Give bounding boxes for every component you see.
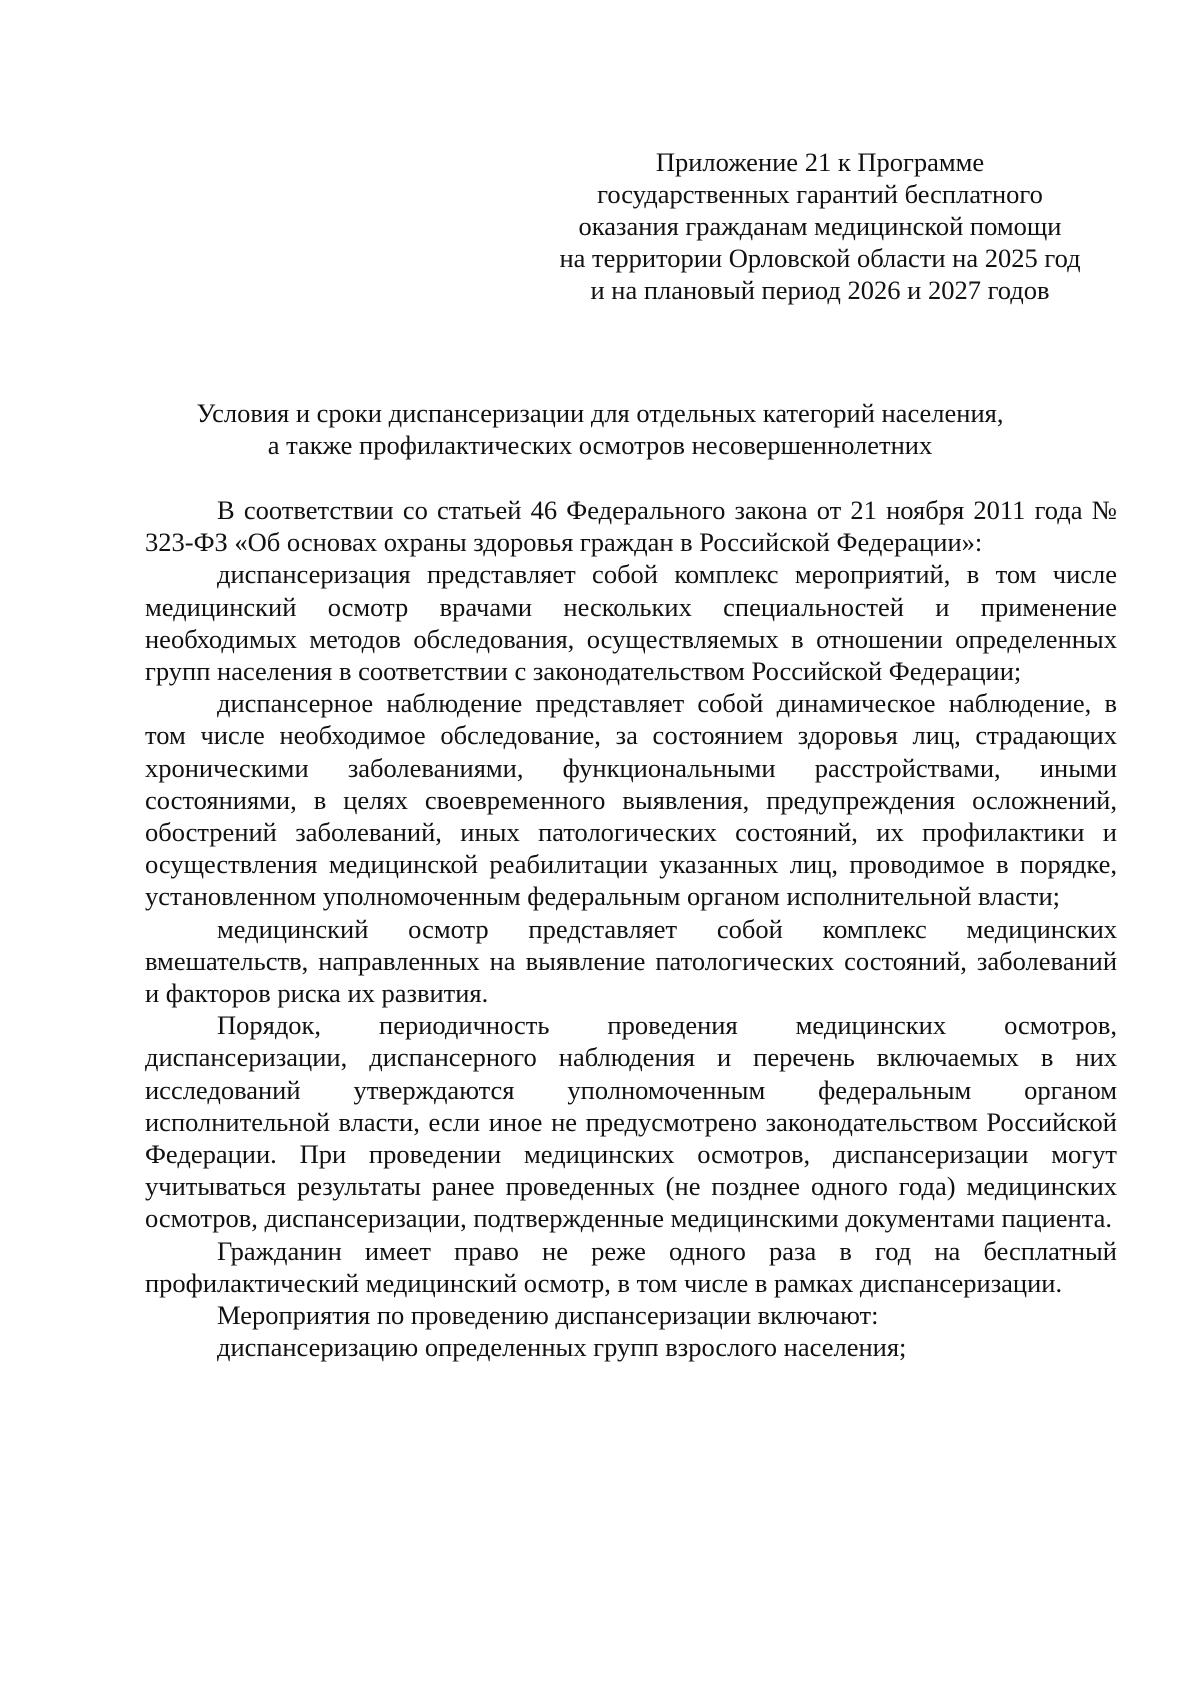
appendix-line: на территории Орловской области на 2025 год — [559, 243, 1081, 273]
title-line: Условия и сроки диспансеризации для отдельных категорий населения, — [196, 398, 1004, 428]
paragraph-observation-definition: диспансерное наблюдение представляет собой динамическое наблюдение, в том числе необходимое обследование, за состоянием здоровья лиц, страдающих хроническими заболеваниями, функциональными расстройствами, иными состояниями, в целях своевременного выявления, предупреждения осложнений, обострений заболеваний, иных патологических состояний, их профилактики и осуществления медицинской реабилитации указанных лиц, проводимое в порядке, установленном уполномоченным федеральным органом исполнительной власти; — [145, 688, 1117, 912]
paragraph-adult-groups: диспансеризацию определенных групп взрослого населения; — [217, 1332, 907, 1363]
title-line: а также профилактических осмотров несовершеннолетних — [267, 430, 933, 460]
paragraph-medical-exam-definition: медицинский осмотр представляет собой комплекс медицинских вмешательств, направленных на выявление патологических состояний, заболеваний и факторов риска их развития. — [145, 913, 1117, 1009]
appendix-line: государственных гарантий бесплатного — [597, 179, 1043, 209]
appendix-line: оказания гражданам медицинской помощи — [578, 211, 1062, 241]
paragraph-law-reference: В соответствии со статьей 46 Федерального закона от 21 ноября 2011 года № 323-ФЗ «Об основах охраны здоровья граждан в Российской Федерации»: — [145, 495, 1117, 558]
document-body — [145, 494, 1117, 1363]
paragraph-dispanserization-definition: диспансеризация представляет собой комплекс мероприятий, в том числе медицинский осмотр врачами нескольких специальностей и применение необходимых методов обследования, осуществляемых в отношении определенных групп населения в соответствии с законодательством Российской Федерации; — [145, 559, 1117, 687]
paragraph-citizen-right: Гражданин имеет право не реже одного раза в год на бесплатный профилактический медицинский осмотр, в том числе в рамках диспансеризации. — [145, 1235, 1117, 1298]
appendix-line: Приложение 21 к Программе — [655, 147, 985, 177]
paragraph-procedure: Порядок, периодичность проведения медицинских осмотров, диспансеризации, диспансерного наблюдения и перечень включаемых в них исследований утверждаются уполномоченным федеральным органом исполнительной власти, если иное не предусмотрено законодательством Российской Федерации. При проведении медицинских осмотров, диспансеризации могут учитываться результаты ранее проведенных (не позднее одного года) медицинских осмотров, диспансеризации, подтвержденные медицинскими документами пациента. — [145, 1010, 1117, 1234]
appendix-line: и на плановый период 2026 и 2027 годов — [590, 275, 1050, 305]
document-title — [140, 397, 1060, 461]
appendix-header — [530, 146, 1110, 306]
paragraph-measures-intro: Мероприятия по проведению диспансеризации включают: — [217, 1300, 879, 1331]
